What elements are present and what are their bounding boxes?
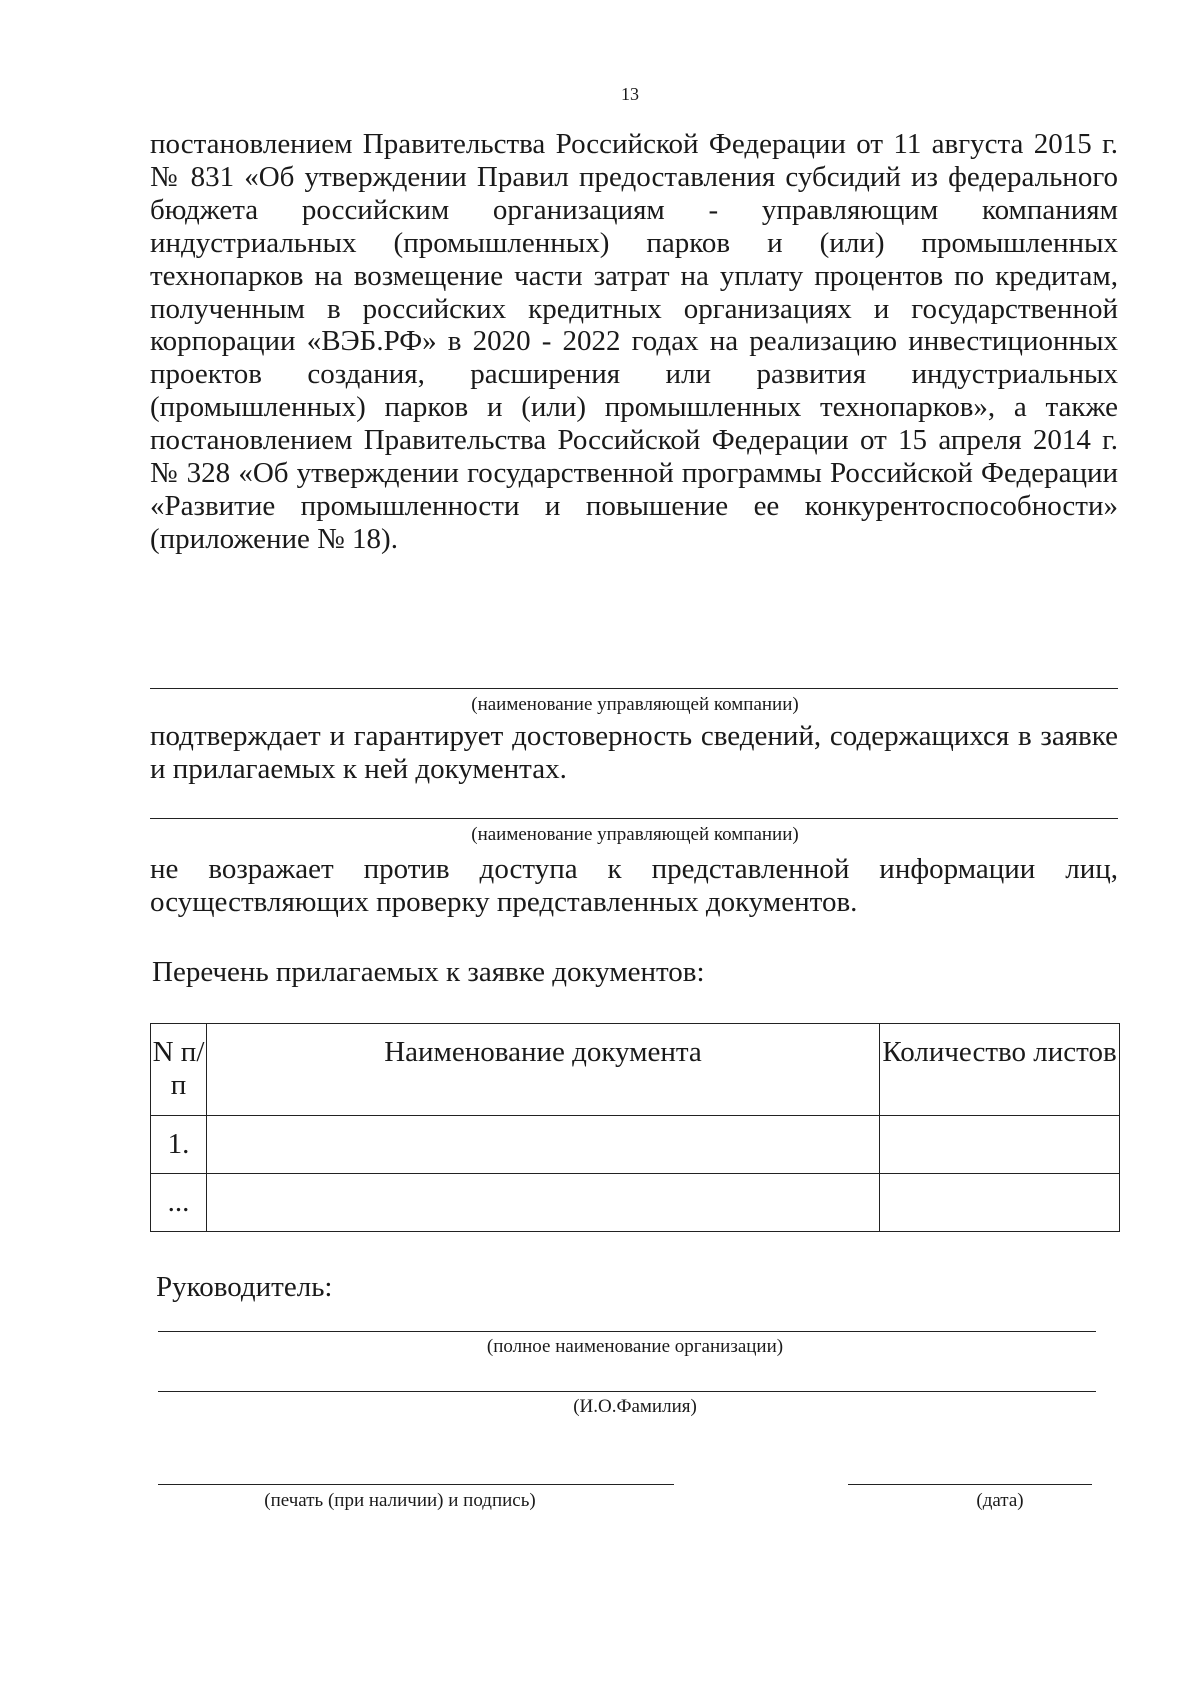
row-number-cell: 1. — [151, 1116, 207, 1174]
date-line — [848, 1484, 1092, 1485]
table-row — [151, 1174, 1120, 1232]
documents-table — [150, 1023, 1120, 1232]
sheet-count-cell — [880, 1116, 1120, 1174]
company-name-caption: (наименование управляющей компании) — [471, 694, 799, 715]
documents-heading: Перечень прилагаемых к заявке документов: — [152, 956, 705, 988]
column-header-name: Наименование документа — [207, 1024, 880, 1116]
confirmation-text: подтверждает и гарантирует достоверность сведений, содержащихся в заявке и прилагаемых к ней документах. — [150, 720, 1118, 785]
full-name-line — [158, 1391, 1096, 1392]
consent-text: не возражает против доступа к представленной информации лиц, осуществляющих проверку представленных документов. — [150, 853, 1118, 918]
table-row — [151, 1116, 1120, 1174]
table-header-row — [151, 1024, 1120, 1116]
column-header-number: N п/п — [151, 1024, 207, 1116]
signature-line — [158, 1484, 674, 1485]
page-number: 13 — [621, 84, 639, 104]
document-name-cell — [207, 1174, 880, 1232]
organization-line — [158, 1331, 1096, 1332]
full-name-caption: (И.О.Фамилия) — [573, 1396, 697, 1417]
signer-label: Руководитель: — [156, 1271, 333, 1303]
seal-signature-caption: (печать (при наличии) и подпись) — [264, 1490, 536, 1511]
date-caption: (дата) — [976, 1490, 1024, 1511]
organization-caption: (полное наименование организации) — [486, 1336, 784, 1357]
column-header-sheets: Количество листов — [880, 1024, 1120, 1116]
document-name-cell — [207, 1116, 880, 1174]
company-name-line-2 — [150, 818, 1118, 819]
body-text: постановлением Правительства Российской Федерации от 11 августа 2015 г. № 831 «Об утверждении Правил предоставления субсидий из федерального бюджета российским организациям - управляющим компаниям индустриальных (промышленных) парков и (или) промышленных технопарков на возмещение части затрат на уплату процентов по кредитам, полученным в российских кредитных организациях и государственной корпорации «ВЭБ.РФ» в 2020 - 2022 годах на реализацию инвестиционных проектов создания, расширения или развития индустриальных (промышленных) парков и (или) промышленных технопарков», а также постановлением Правительства Российской Федерации от 15 апреля 2014 г. № 328 «Об утверждении государственной программы Российской Федерации «Развитие промышленности и повышение ее конкурентоспособности» (приложение № 18). — [150, 128, 1118, 555]
row-number-cell: ... — [151, 1174, 207, 1232]
sheet-count-cell — [880, 1174, 1120, 1232]
company-name-line — [150, 688, 1118, 689]
company-name-caption-2: (наименование управляющей компании) — [471, 824, 799, 845]
